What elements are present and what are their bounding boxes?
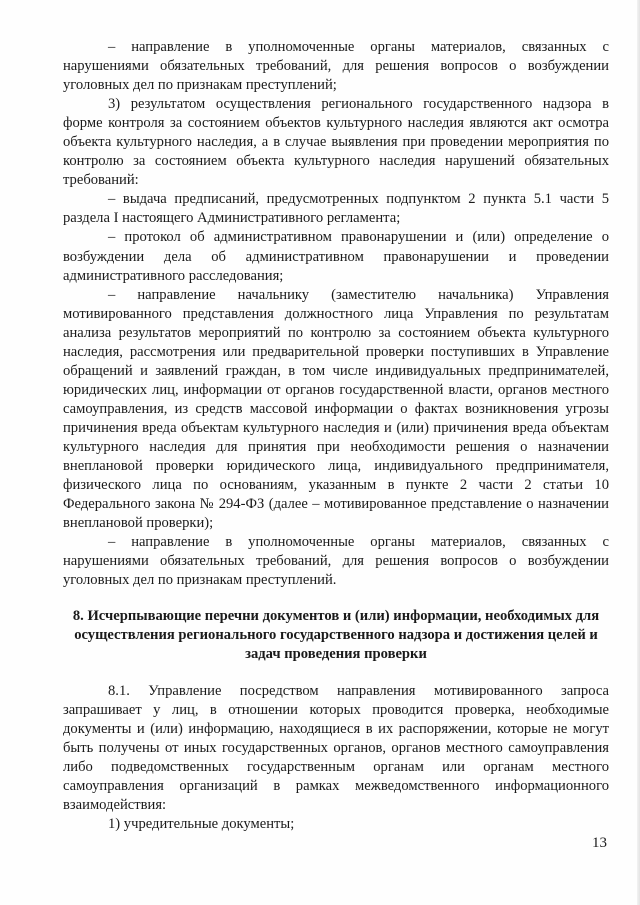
- paragraph-administrative-protocol: – протокол об административном правонарушении и (или) определение о возбуждении дела об административном правонарушении и проведении административного расследования;: [63, 229, 609, 284]
- paragraph-motivated-submission: – направление начальнику (заместителю начальника) Управления мотивированного представления должностного лица Управления по результатам анализа результатов мероприятий по контролю за состоянием объекта культурного наследия, рассмотрения или предварительной проверки поступивших в Управление обращений и заявлений граждан, в том числе индивидуальных предпринимателей, юридических лиц, информации от органов государственной власти, органов местного самоуправления, из средств массовой информации о фактах возникновения угрозы причинения вреда объектам культурного наследия и (или) причинения вреда объектам культурного наследия для принятия при необходимости решения о назначении внеплановой проверки юридического лица, индивидуального предпринимателя, физического лица по основаниям, указанным в пункте 2 части 2 статьи 10 Федерального закона № 294-ФЗ (далее – мотивированное представление о назначении внеплановой проверки);: [63, 286, 609, 532]
- paragraph-founding-documents: 1) учредительные документы;: [108, 815, 295, 832]
- page-number: 13: [592, 835, 607, 851]
- paragraph-result-of-supervision: 3) результатом осуществления регионального государственного надзора в форме контроля за состоянием объектов культурного наследия являются акт осмотра объекта культурного наследия, а в случае выявления при проведении мероприятия по контролю за состоянием объекта культурного наследия нарушений обязательных требований:: [63, 96, 609, 189]
- paragraph-issuing-orders: – выдача предписаний, предусмотренных подпунктом 2 пункта 5.1 части 5 раздела I настоящего Административного регламента;: [63, 191, 609, 227]
- paragraph-referral-criminal-2: – направление в уполномоченные органы материалов, связанных с нарушениями обязательных требований, для решения вопросов о возбуждении уголовных дел по признакам преступлений.: [63, 534, 609, 589]
- spacer: [63, 665, 609, 682]
- paragraph-referral-criminal-1: – направление в уполномоченные органы материалов, связанных с нарушениями обязательных требований, для решения вопросов о возбуждении уголовных дел по признакам преступлений;: [63, 39, 609, 94]
- spacer: [63, 590, 609, 607]
- document-body: [63, 38, 609, 834]
- paragraph-8-1: 8.1. Управление посредством направления мотивированного запроса запрашивает у лиц, в отношении которых проводится проверка, необходимые документы и (или) информацию, находящиеся в их распоряжении, которые не могут быть получены от иных государственных органов, органов местного самоуправления либо подведомственных государственным органам или органам местного самоуправления организаций в рамках межведомственного информационного взаимодействия:: [63, 682, 609, 813]
- section-heading-8: 8. Исчерпывающие перечни документов и (или) информации, необходимых для осуществления регионального государственного надзора и достижения целей и задач проведения проверки: [72, 608, 600, 663]
